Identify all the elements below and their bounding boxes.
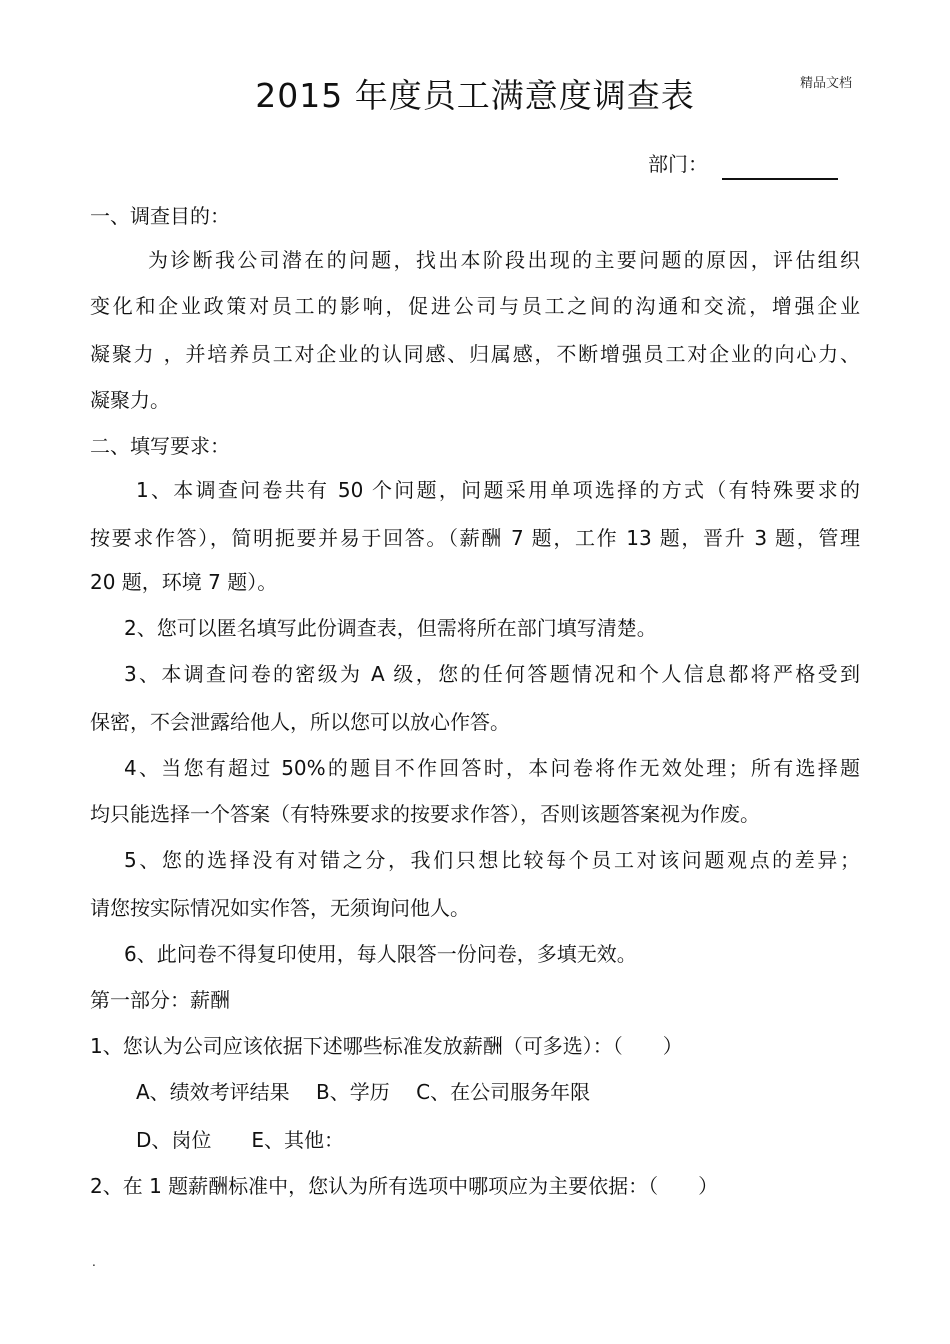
requirement-5-line: 5、您的选择没有对错之分，我们只想比较每个员工对该问题观点的差异； xyxy=(124,848,860,872)
department-blank-line xyxy=(722,178,838,180)
footer-mark: . xyxy=(92,1255,96,1269)
requirement-4-line: 均只能选择一个答案（有特殊要求的按要求作答），否则该题答案视为作废。 xyxy=(90,802,760,826)
requirement-6: 6、此问卷不得复印使用，每人限答一份问卷，多填无效。 xyxy=(124,942,637,966)
question-1-options: A、绩效考评结果 B、学历 C、在公司服务年限 xyxy=(136,1080,591,1104)
section1-heading: 一、调查目的： xyxy=(90,204,230,228)
section2-heading: 二、填写要求： xyxy=(90,434,230,458)
requirement-3-line: 保密，不会泄露给他人，所以您可以放心作答。 xyxy=(90,710,510,734)
requirement-1-line: 按要求作答），简明扼要并易于回答。（薪酬 7 题，工作 13 题，晋升 3 题，管理 xyxy=(90,526,860,550)
part1-heading: 第一部分：薪酬 xyxy=(90,988,230,1012)
section1-line: 凝聚力 ，并培养员工对企业的认同感、归属感，不断增强员工对企业的向心力、 xyxy=(90,342,860,366)
requirement-3-line: 3、本调查问卷的密级为 A 级，您的任何答题情况和个人信息都将严格受到 xyxy=(124,662,860,686)
section1-line: 凝聚力。 xyxy=(90,388,170,412)
requirement-4-line: 4、当您有超过 50%的题目不作回答时，本问卷将作无效处理；所有选择题 xyxy=(124,756,860,780)
requirement-5-line: 请您按实际情况如实作答，无须询问他人。 xyxy=(90,896,470,920)
page-title: 2015 年度员工满意度调查表 xyxy=(255,76,695,115)
section1-line: 变化和企业政策对员工的影响，促进公司与员工之间的沟通和交流，增强企业 xyxy=(90,294,860,318)
question-2: 2、在 1 题薪酬标准中，您认为所有选项中哪项应为主要依据：（ ） xyxy=(90,1174,719,1198)
section1-line: 为诊断我公司潜在的问题，找出本阶段出现的主要问题的原因，评估组织 xyxy=(148,248,860,272)
watermark-text: 精品文档 xyxy=(800,76,853,91)
question-1-options: D、岗位 E、其他： xyxy=(136,1128,345,1152)
department-label: 部门： xyxy=(648,152,708,176)
requirement-2: 2、您可以匿名填写此份调查表，但需将所在部门填写清楚。 xyxy=(124,616,657,640)
requirement-1-line: 20 题，环境 7 题）。 xyxy=(90,570,278,594)
requirement-1-line: 1、本调查问卷共有 50 个问题，问题采用单项选择的方式（有特殊要求的 xyxy=(136,478,860,502)
question-1: 1、您认为公司应该依据下述哪些标准发放薪酬（可多选）：（ ） xyxy=(90,1034,683,1058)
